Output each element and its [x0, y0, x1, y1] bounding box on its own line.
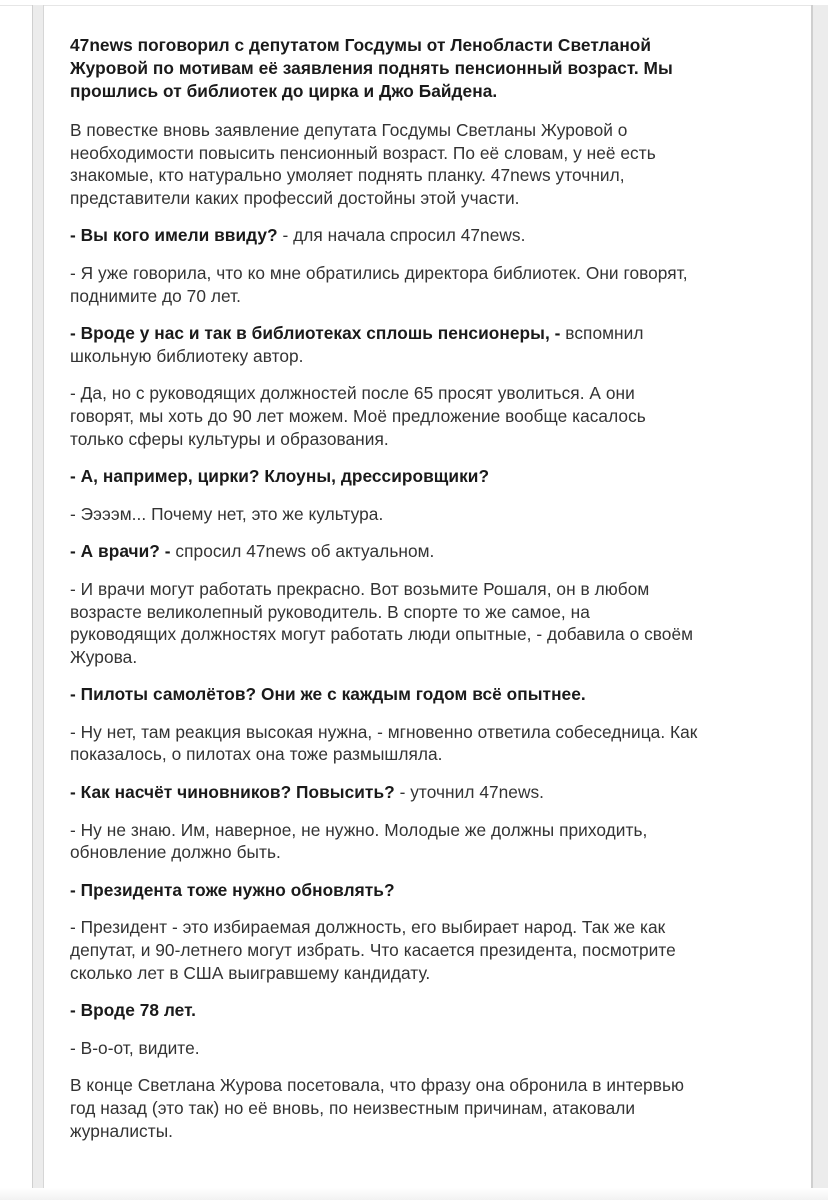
answer-5: - Ну нет, там реакция высокая нужна, - мгновенно ответила собеседница. Как показалось, о пилотах она тоже размышляла.	[70, 721, 698, 765]
article-body	[70, 34, 800, 1157]
question-2: - Вроде у нас и так в библиотеках сплошь пенсионеры, - вспомнил школьную библиотеку автор.	[70, 323, 644, 366]
question-8: - Вроде 78 лет.	[70, 1000, 196, 1021]
article-lead: 47news поговорил с депутатом Госдумы от Ленобласти Светланой Журовой по мотивам её заявления поднять пенсионный возраст. Мы прошлись от библиотек до цирка и Джо Байдена.	[70, 35, 673, 101]
question-6: - Как насчёт чиновников? Повысить? - уточнил 47news.	[70, 782, 545, 803]
answer-2: - Да, но с руководящих должностей после 65 просят уволиться. А они говорят, мы хоть до 90 лет можем. Моё предложение вообще касалось только сферы культуры и образования.	[70, 383, 646, 449]
outro-paragraph: В конце Светлана Журова посетовала, что фразу она обронила в интервью год назад (это так) но её вновь, по неизвестным причинам, атаковали журналисты.	[70, 1075, 685, 1141]
question-3: - А, например, цирки? Клоуны, дрессировщики?	[70, 466, 490, 487]
bottom-edge	[0, 1188, 828, 1200]
question-7: - Президента тоже нужно обновлять?	[70, 879, 395, 900]
answer-6: - Ну не знаю. Им, наверное, не нужно. Молодые же должны приходить, обновление должно быть.	[70, 819, 648, 863]
top-divider	[0, 5, 828, 6]
answer-4: - И врачи могут работать прекрасно. Вот возьмите Рошаля, он в любом возрасте великолепный руководитель. В спорте то же самое, на руководящих должностях могут работать люди опытные, - добавила о своём Журова.	[70, 578, 694, 667]
answer-7: - Президент - это избираемая должность, его выбирает народ. Так же как депутат, и 90-летнего могут избрать. Что касается президента, посмотрите сколько лет в США выигравшему кандидату.	[70, 917, 676, 983]
left-page-border	[32, 5, 44, 1200]
question-4: - А врачи? - спросил 47news об актуальном.	[70, 541, 435, 562]
answer-3: - Ээээм... Почему нет, это же культура.	[70, 503, 384, 524]
answer-1: - Я уже говорила, что ко мне обратились директора библиотек. Они говорят, поднимите до 70 лет.	[70, 262, 688, 306]
question-1: - Вы кого имели ввиду? - для начала спросил 47news.	[70, 225, 526, 246]
question-5: - Пилоты самолётов? Они же с каждым годом всё опытнее.	[70, 684, 586, 705]
answer-8: - В-о-от, видите.	[70, 1037, 200, 1058]
intro-paragraph: В повестке вновь заявление депутата Госдумы Светланы Журовой о необходимости повысить пенсионный возраст. По её словам, у неё есть знакомые, кто натурально умоляет поднять планку. 47news уточнил, представители каких профессий достойны этой участи.	[70, 120, 656, 208]
right-scrollbar-track[interactable]	[811, 5, 828, 1200]
